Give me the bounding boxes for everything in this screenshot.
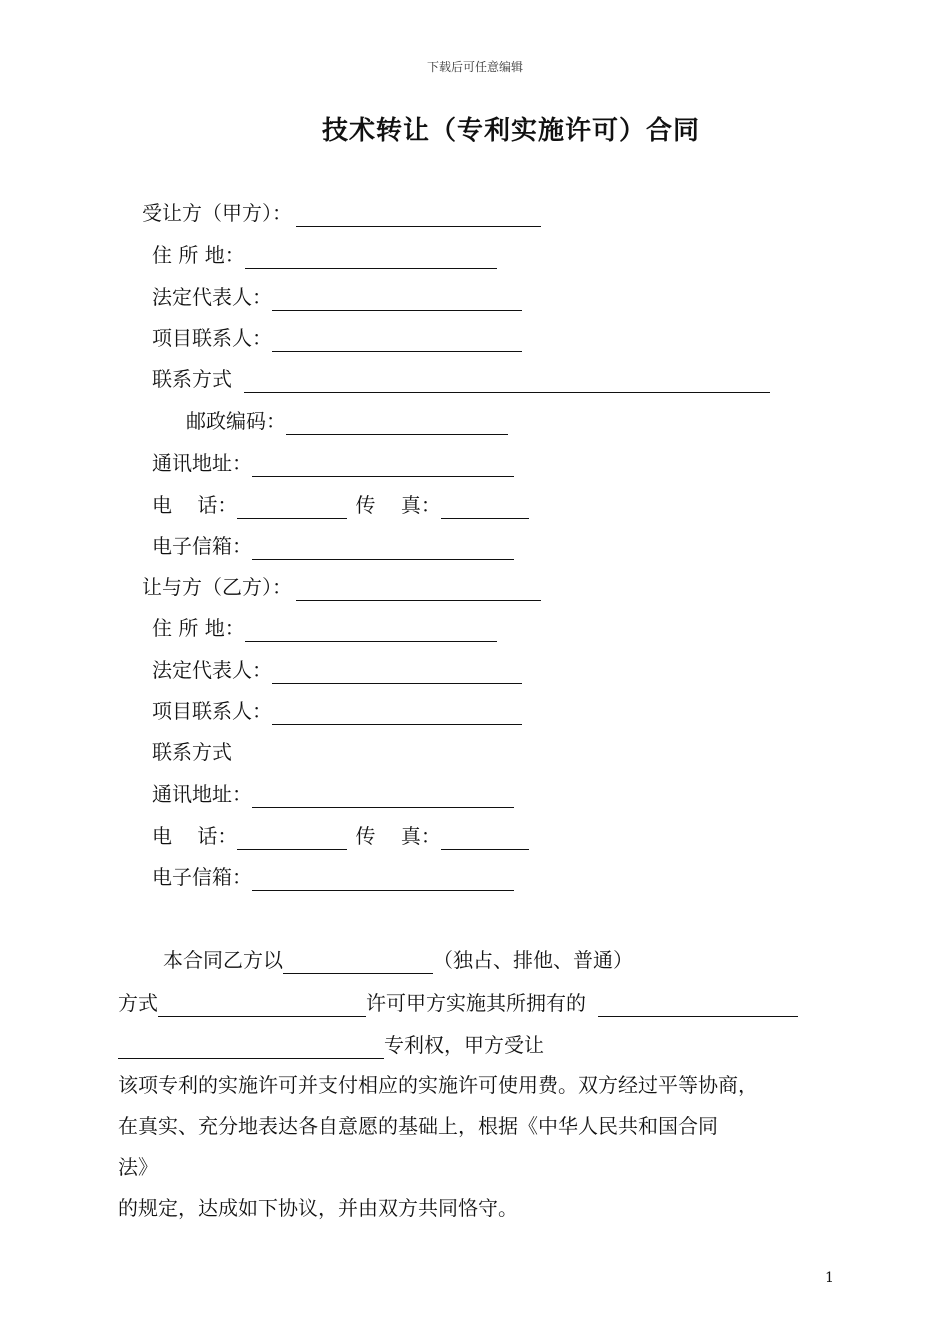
party-b-email-label: 电子信箱： [152, 865, 252, 889]
party-b-name-field[interactable] [296, 578, 541, 601]
body-line-3 [118, 1031, 544, 1059]
party-a-mailing-address-row [152, 449, 514, 477]
body-p3-end: 专利权，甲方受让 [384, 1033, 544, 1057]
patent-name-field-2[interactable] [118, 1036, 384, 1059]
party-a-address-row [152, 241, 497, 269]
party-b-contact-method-label: 联系方式 [152, 740, 232, 764]
party-b-mailing-address-label: 通讯地址： [152, 782, 252, 806]
party-b-legal-rep-label: 法定代表人： [152, 658, 272, 682]
party-b-mailing-address-field[interactable] [252, 785, 514, 808]
party-a-project-contact-field[interactable] [272, 329, 522, 352]
party-b-email-row [152, 863, 514, 891]
party-a-project-contact-row [152, 324, 522, 352]
document-title: 技术转让（专利实施许可）合同 [322, 116, 701, 146]
party-a-project-contact-label: 项目联系人： [152, 326, 272, 350]
header-note: 下载后可任意编辑 [426, 60, 523, 74]
party-b-legal-rep-row [152, 656, 522, 684]
party-b-contact-method-row [152, 738, 232, 766]
party-a-fax-label: 传 真： [355, 493, 441, 517]
party-b-mailing-address-row [152, 780, 514, 808]
party-a-legal-rep-row [152, 283, 522, 311]
body-line-7: 的规定，达成如下协议，并由双方共同恪守。 [118, 1196, 518, 1220]
party-a-legal-rep-label: 法定代表人： [152, 285, 272, 309]
party-b-project-contact-row [152, 697, 522, 725]
party-b-phone-fax-row [152, 822, 529, 850]
party-a-phone-field[interactable] [237, 496, 347, 519]
party-b-project-contact-label: 项目联系人： [152, 699, 272, 723]
party-a-contact-method-row [152, 365, 770, 393]
party-a-email-row [152, 532, 514, 560]
body-p2-mid: 许可甲方实施其所拥有的 [366, 991, 586, 1015]
body-line-4: 该项专利的实施许可并支付相应的实施许可使用费。双方经过平等协商， [118, 1073, 758, 1097]
party-a-mailing-address-label: 通讯地址： [152, 451, 252, 475]
license-type-field[interactable] [283, 951, 433, 974]
body-line-5: 在真实、充分地表达各自意愿的基础上，根据《中华人民共和国合同 [118, 1114, 718, 1138]
party-a-postcode-field[interactable] [286, 412, 508, 435]
party-a-heading: 受让方（甲方）： [142, 201, 292, 225]
license-method-field[interactable] [158, 994, 366, 1017]
patent-name-field-1[interactable] [598, 994, 798, 1017]
party-b-fax-field[interactable] [441, 827, 529, 850]
party-a-heading-row [142, 199, 541, 227]
party-a-postcode-row [186, 407, 508, 435]
party-b-phone-field[interactable] [237, 827, 347, 850]
body-p1-options: （独占、排他、普通） [433, 948, 633, 972]
party-a-contact-method-label: 联系方式 [152, 367, 232, 391]
party-a-fax-field[interactable] [441, 496, 529, 519]
party-a-legal-rep-field[interactable] [272, 288, 522, 311]
party-b-legal-rep-field[interactable] [272, 661, 522, 684]
party-b-address-field[interactable] [245, 619, 497, 642]
party-a-mailing-address-field[interactable] [252, 454, 514, 477]
party-a-email-field[interactable] [252, 537, 514, 560]
party-a-name-field[interactable] [296, 204, 541, 227]
party-a-email-label: 电子信箱： [152, 534, 252, 558]
party-a-address-label: 住 所 地： [152, 243, 245, 267]
body-line-6: 法》 [118, 1155, 158, 1179]
body-line-1 [163, 946, 633, 974]
party-a-phone-fax-row [152, 491, 529, 519]
party-a-phone-label: 电 话： [152, 493, 238, 517]
body-p2-start: 方式 [118, 991, 158, 1015]
party-b-address-label: 住 所 地： [152, 616, 245, 640]
party-b-heading-row [142, 573, 541, 601]
party-a-postcode-label: 邮政编码： [186, 409, 286, 433]
page-number: 1 [825, 1270, 834, 1286]
party-a-address-field[interactable] [245, 246, 497, 269]
party-b-heading: 让与方（乙方）： [142, 575, 292, 599]
party-b-address-row [152, 614, 497, 642]
body-line-2 [118, 989, 798, 1017]
party-b-phone-label: 电 话： [152, 824, 238, 848]
party-b-email-field[interactable] [252, 868, 514, 891]
body-p1-start: 本合同乙方以 [163, 948, 283, 972]
party-b-fax-label: 传 真： [355, 824, 441, 848]
party-b-project-contact-field[interactable] [272, 702, 522, 725]
party-a-contact-method-field[interactable] [244, 370, 770, 393]
